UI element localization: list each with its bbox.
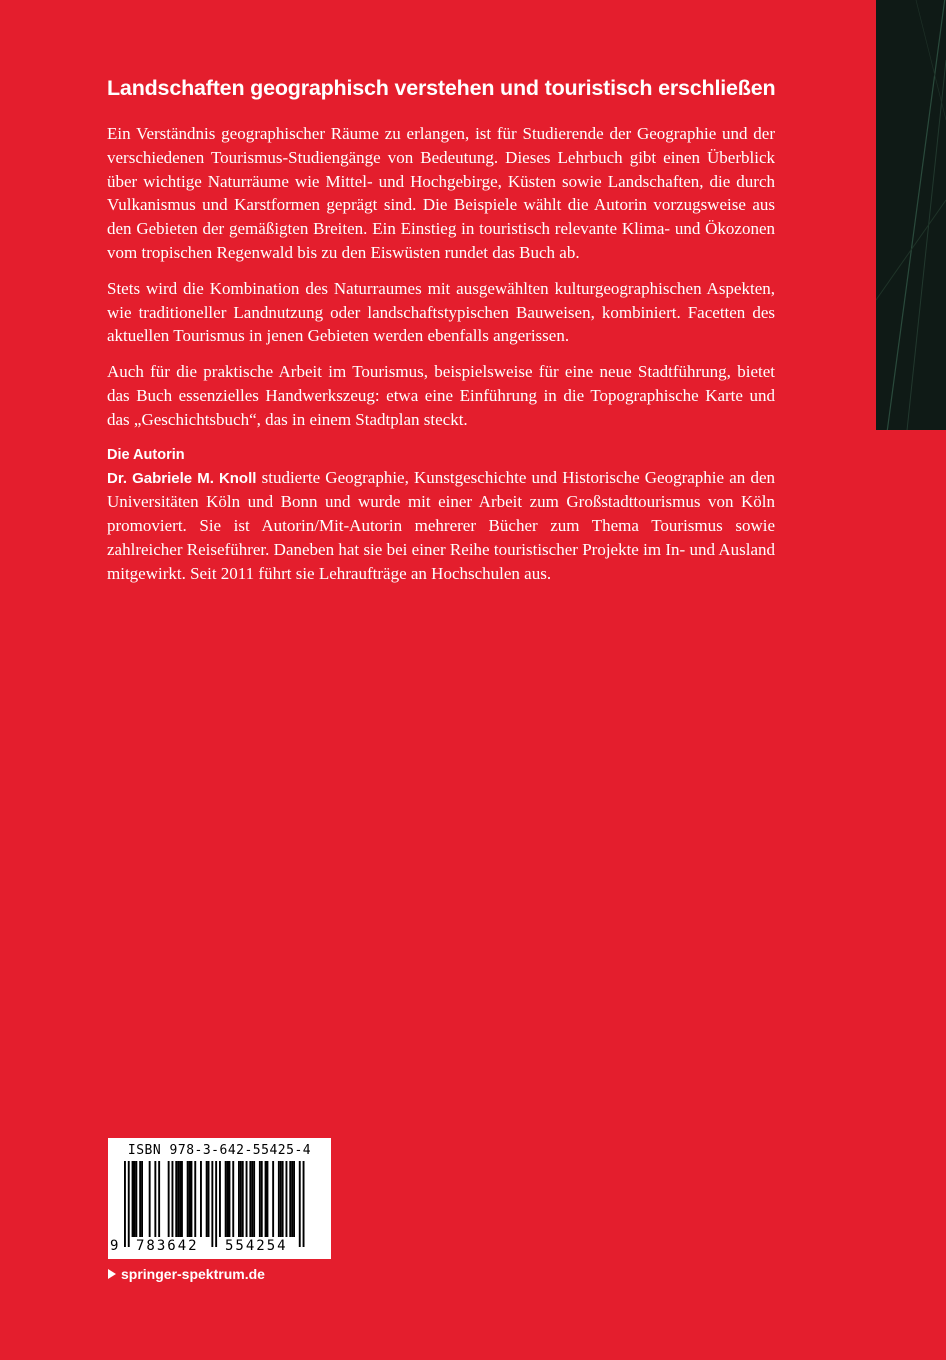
author-bio xyxy=(107,466,775,586)
barcode-bar xyxy=(225,1161,227,1237)
barcode-bar xyxy=(172,1161,174,1237)
cover-text xyxy=(107,74,775,598)
barcode-bar xyxy=(187,1161,189,1237)
barcode-bar xyxy=(265,1161,267,1237)
barcode-bar xyxy=(289,1161,291,1237)
barcode-bar xyxy=(229,1161,231,1237)
barcode-bar xyxy=(208,1161,210,1237)
ean-right-group: 554254 xyxy=(225,1238,288,1254)
barcode-bar xyxy=(280,1161,282,1237)
barcode-bar xyxy=(179,1161,181,1237)
author-name: Dr. Gabriele M. Knoll xyxy=(107,469,257,487)
barcode-bar xyxy=(139,1161,141,1237)
ean-left-group: 783642 xyxy=(136,1238,199,1254)
barcode-bar xyxy=(128,1161,130,1247)
barcode-bar xyxy=(278,1161,280,1237)
barcode-bar xyxy=(211,1161,213,1247)
accent-lines-graphic xyxy=(876,0,946,430)
barcode-bar xyxy=(242,1161,244,1237)
cover-accent-block xyxy=(876,0,946,430)
barcode-bar xyxy=(191,1161,193,1237)
barcode-bar xyxy=(132,1161,134,1237)
blurb-paragraph-3: Auch für die praktische Arbeit im Tourismus, beispielsweise für eine neue Stadtführung, bietet das Buch essenzielles Handwerkszeug: etwa eine Einführung in die Topographische Karte und das „Geschichtsbuch“, das in einem Stadtplan steckt. xyxy=(107,362,775,429)
barcode-bar xyxy=(227,1161,229,1237)
barcode-bar xyxy=(261,1161,263,1237)
barcode-bar xyxy=(194,1161,196,1237)
author-heading: Die Autorin xyxy=(107,446,185,463)
barcode-bar xyxy=(135,1161,137,1237)
barcode-bar xyxy=(249,1161,251,1237)
barcode-bar xyxy=(232,1161,234,1237)
arrow-right-icon xyxy=(108,1269,116,1279)
barcode-bar xyxy=(189,1161,191,1237)
barcode-bar xyxy=(134,1161,136,1237)
barcode-bar xyxy=(206,1161,208,1237)
barcode-bar xyxy=(200,1161,202,1237)
barcode-bar xyxy=(282,1161,284,1237)
barcode-bar xyxy=(158,1161,160,1237)
barcode-bar xyxy=(177,1161,179,1237)
barcode-bar xyxy=(299,1161,301,1247)
barcode-bar xyxy=(246,1161,248,1237)
barcode-bar xyxy=(293,1161,295,1237)
barcode-bar xyxy=(181,1161,183,1237)
publisher-website[interactable] xyxy=(108,1266,265,1282)
barcode-bar xyxy=(215,1161,217,1247)
publisher-website-text: springer-spektrum.de xyxy=(121,1266,265,1282)
barcode-bar xyxy=(154,1161,156,1237)
barcode-bar xyxy=(149,1161,151,1237)
barcode-bar xyxy=(286,1161,288,1237)
barcode-bar xyxy=(141,1161,143,1237)
barcode-bar xyxy=(219,1161,221,1237)
barcode-bar xyxy=(175,1161,177,1237)
barcode-bar xyxy=(168,1161,170,1237)
author-bio-text: studierte Geographie, Kunstgeschichte und Historische Geographie an den Universitäten Köln und Bonn und wurde mit einer Arbeit zum Großstadttourismus von Köln promoviert. Sie ist Autorin/Mit-Autorin mehrerer Bücher zum Thema Tourismus sowie zahlreicher Reiseführer. Daneben hat sie bei einer Reihe touristischer Projekte im In- und Ausland mitgewirkt. Seit 2011 führt sie Lehraufträge an Hochschulen aus. xyxy=(107,467,775,583)
barcode-bar xyxy=(251,1161,253,1237)
ean-first-digit: 9 xyxy=(110,1238,119,1254)
blurb-paragraph-1: Ein Verständnis geographischer Räume zu erlangen, ist für Studierende der Geographie und der verschiedenen Tourismus-Studiengänge von Bedeutung. Dieses Lehrbuch gibt einen Überblick über wichtige Naturräume wie Mittel- und Hochgebirge, Küsten sowie Landschaften, die durch Vulkanismus und Karstformen geprägt sind. Die Beispiele wählt die Autorin vorzugsweise aus den Gebieten der gemäßigten Breiten. Ein Einstieg in touristisch relevante Klima- und Ökozonen vom tropischen Regenwald bis zu den Eiswüsten rundet das Buch ab. xyxy=(107,124,775,262)
isbn-label: ISBN 978-3-642-55425-4 xyxy=(127,1143,312,1158)
book-blurb-title: Landschaften geographisch verstehen und touristisch erschließen xyxy=(107,76,776,100)
barcode-bar xyxy=(267,1161,269,1237)
barcode-bars xyxy=(124,1161,314,1247)
barcode-bar xyxy=(291,1161,293,1237)
barcode-bar xyxy=(238,1161,240,1237)
barcode-bar xyxy=(272,1161,274,1237)
barcode-bar xyxy=(303,1161,305,1247)
isbn-barcode xyxy=(108,1138,331,1259)
barcode-bar xyxy=(124,1161,126,1247)
blurb-paragraph-2: Stets wird die Kombination des Naturraumes mit ausgewählten kulturgeographischen Aspekten, wie traditioneller Landnutzung oder landschaftstypischen Bauweisen, kombiniert. Facetten des aktuellen Tourismus in jenen Gebieten werden ebenfalls angerissen. xyxy=(107,278,775,346)
barcode-bar xyxy=(259,1161,261,1237)
barcode-bar xyxy=(240,1161,242,1237)
barcode-bar xyxy=(253,1161,255,1237)
